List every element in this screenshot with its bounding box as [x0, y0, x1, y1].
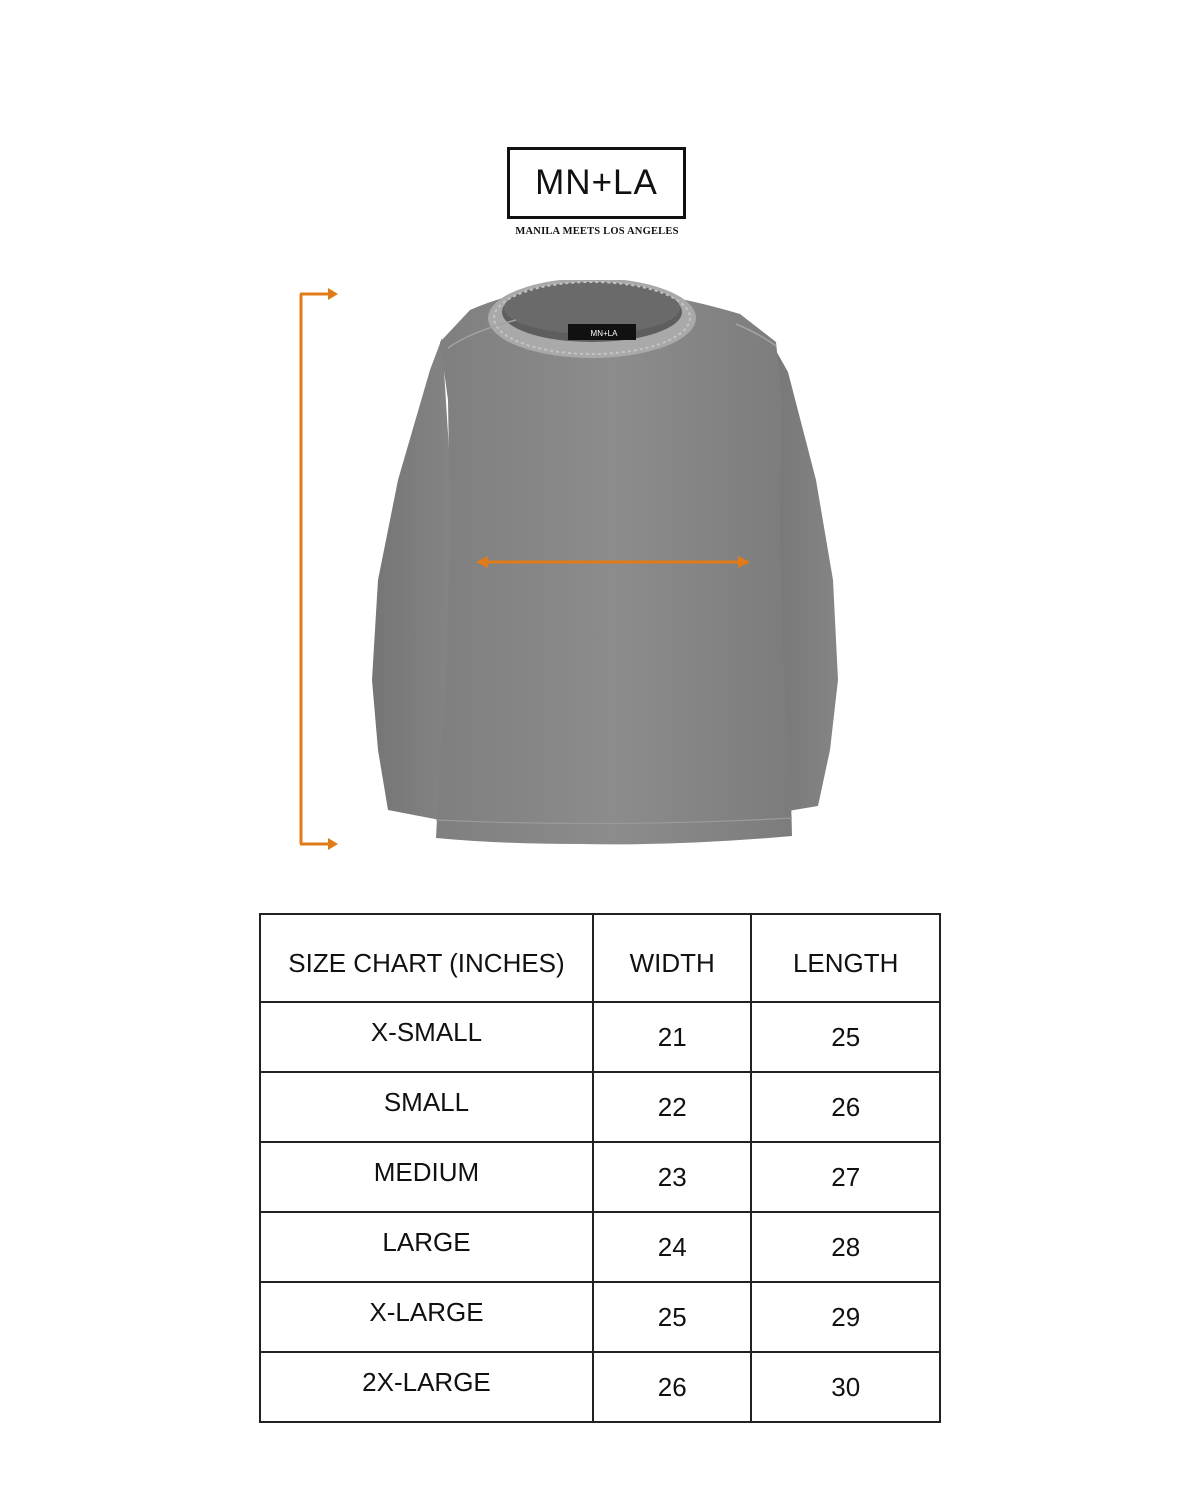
length-measure-icon [300, 288, 338, 850]
width-cell: 25 [593, 1282, 751, 1352]
width-cell: 21 [593, 1002, 751, 1072]
table-row [260, 1282, 940, 1352]
length-cell: 27 [751, 1142, 940, 1212]
size-chart-table [259, 913, 941, 1423]
width-cell: 23 [593, 1142, 751, 1212]
table-row [260, 1352, 940, 1422]
length-cell: 30 [751, 1352, 940, 1422]
size-cell: X-SMALL [260, 1002, 593, 1072]
header-length: LENGTH [751, 914, 940, 1002]
size-cell: 2X-LARGE [260, 1352, 593, 1422]
header-width: WIDTH [593, 914, 751, 1002]
size-cell: MEDIUM [260, 1142, 593, 1212]
sweater-illustration [280, 280, 880, 860]
table-row [260, 1002, 940, 1072]
width-cell: 26 [593, 1352, 751, 1422]
logo-text: MN+LA [535, 163, 658, 202]
size-cell: X-LARGE [260, 1282, 593, 1352]
header-size: SIZE CHART (INCHES) [260, 914, 593, 1002]
table-row [260, 1142, 940, 1212]
size-cell: SMALL [260, 1072, 593, 1142]
table-header-row [260, 914, 940, 1002]
brand-tagline: MANILA MEETS LOS ANGELES [515, 226, 679, 237]
length-cell: 29 [751, 1282, 940, 1352]
width-cell: 22 [593, 1072, 751, 1142]
size-cell: LARGE [260, 1212, 593, 1282]
width-cell: 24 [593, 1212, 751, 1282]
length-cell: 26 [751, 1072, 940, 1142]
brand-logo [507, 147, 686, 219]
label-tag-text: MN+LA [590, 329, 618, 338]
length-cell: 28 [751, 1212, 940, 1282]
length-cell: 25 [751, 1002, 940, 1072]
table-row [260, 1072, 940, 1142]
table-row [260, 1212, 940, 1282]
